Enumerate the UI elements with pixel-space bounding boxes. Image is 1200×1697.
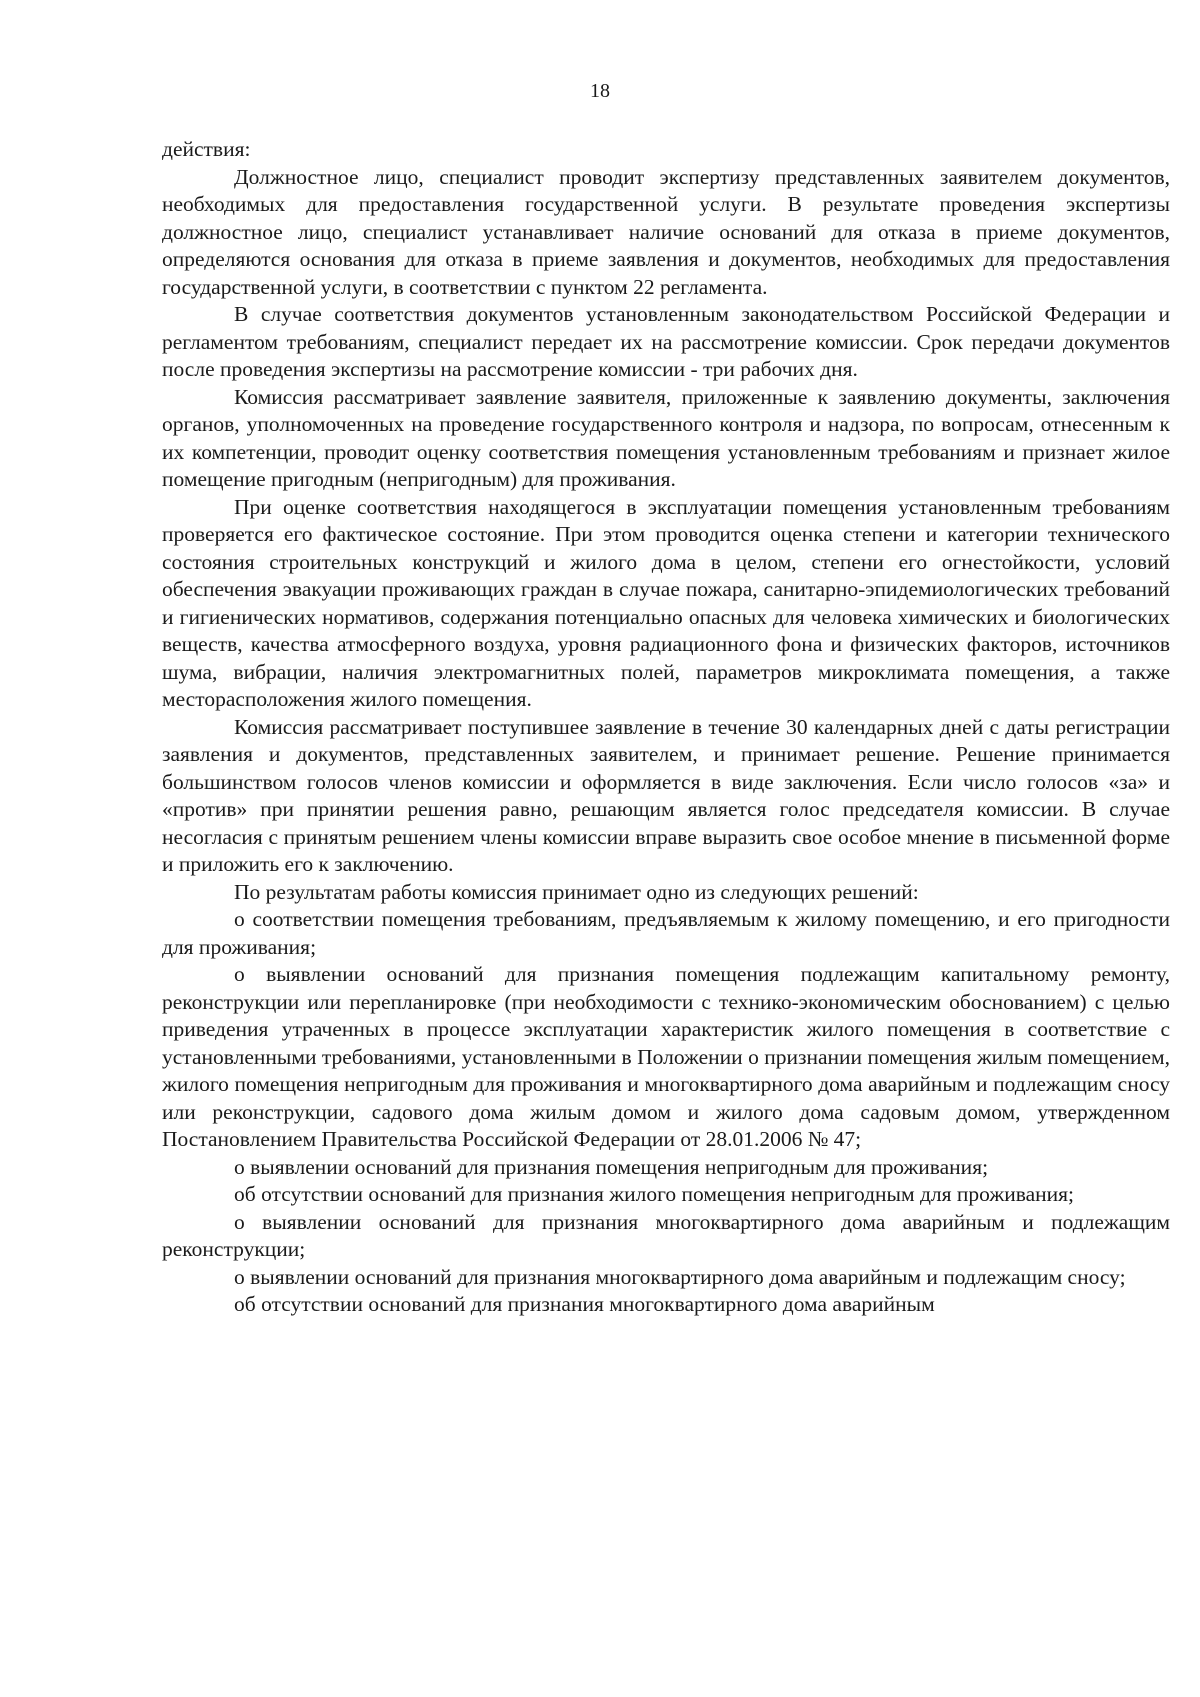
list-item: об отсутствии оснований для признания многоквартирного дома аварийным xyxy=(234,1292,935,1316)
paragraph-decision-period: Комиссия рассматривает поступившее заявление в течение 30 календарных дней с даты регистрации заявления и документов, представленных заявителем, и принимает решение. Решение принимается большинством голосов членов комиссии и оформляется в виде заключения. Если число голосов «за» и «против» при принятии решения равно, решающим является голос председателя комиссии. В случае несогласия с принятым решением члены комиссии вправе выразить свое особое мнение в письменной форме и приложить его к заключению. xyxy=(162,714,1170,876)
page-number: 18 xyxy=(590,80,610,102)
paragraph-intro: действия: xyxy=(162,137,251,161)
list-item: о выявлении оснований для признания помещения подлежащим капитальному ремонту, реконструкции или перепланировке (при необходимости с технико-экономическим обоснованием) с целью приведения утраченных в процессе эксплуатации характеристик жилого помещения в соответствие с установленными требованиями, установленными в Положении о признании помещения жилым помещением, жилого помещения непригодным для проживания и многоквартирного дома аварийным и подлежащим сносу или реконструкции, садового дома жилым домом и жилого дома садовым домом, утвержденном Постановлением Правительства Российской Федерации от 28.01.2006 № 47; xyxy=(162,962,1170,1151)
paragraph-decisions-heading: По результатам работы комиссия принимает одно из следующих решений: xyxy=(234,879,919,904)
document-body xyxy=(162,136,1170,1319)
list-item: о соответствии помещения требованиям, предъявляемым к жилому помещению, и его пригодности для проживания; xyxy=(162,907,1170,959)
paragraph-transfer: В случае соответствия документов установленным законодательством Российской Федерации и регламентом требованиям, специалист передает их на рассмотрение комиссии. Срок передачи документов после проведения экспертизы на рассмотрение комиссии - три рабочих дня. xyxy=(162,302,1170,381)
paragraph-expertise: Должностное лицо, специалист проводит экспертизу представленных заявителем документов, необходимых для предоставления государственной услуги. В результате проведения экспертизы должностное лицо, специалист устанавливает наличие оснований для отказа в приеме документов, определяются основания для отказа в приеме заявления и документов, необходимых для предоставления государственной услуги, в соответствии с пунктом 22 регламента. xyxy=(162,164,1170,299)
list-item: об отсутствии оснований для признания жилого помещения непригодным для проживания; xyxy=(234,1182,1074,1206)
list-item: о выявлении оснований для признания помещения непригодным для проживания; xyxy=(234,1154,989,1179)
paragraph-assessment: При оценке соответствия находящегося в эксплуатации помещения установленным требованиям проверяется его фактическое состояние. При этом проводится оценка степени и категории технического состояния строительных конструкций и жилого дома в целом, степени его огнестойкости, условий обеспечения эвакуации проживающих граждан в случае пожара, санитарно-эпидемиологических требований и гигиенических нормативов, содержания потенциально опасных для человека химических и биологических веществ, качества атмосферного воздуха, уровня радиационного фона и физических факторов, источников шума, вибрации, наличия электромагнитных полей, параметров микроклимата помещения, а также месторасположения жилого помещения. xyxy=(162,494,1170,711)
list-item: о выявлении оснований для признания многоквартирного дома аварийным и подлежащим реконструкции; xyxy=(162,1209,1170,1261)
paragraph-commission-review: Комиссия рассматривает заявление заявителя, приложенные к заявлению документы, заключения органов, уполномоченных на проведение государственного контроля и надзора, по вопросам, отнесенным к их компетенции, проводит оценку соответствия помещения установленным требованиям и признает жилое помещение пригодным (непригодным) для проживания. xyxy=(162,384,1170,491)
list-item: о выявлении оснований для признания многоквартирного дома аварийным и подлежащим сносу; xyxy=(234,1264,1126,1289)
